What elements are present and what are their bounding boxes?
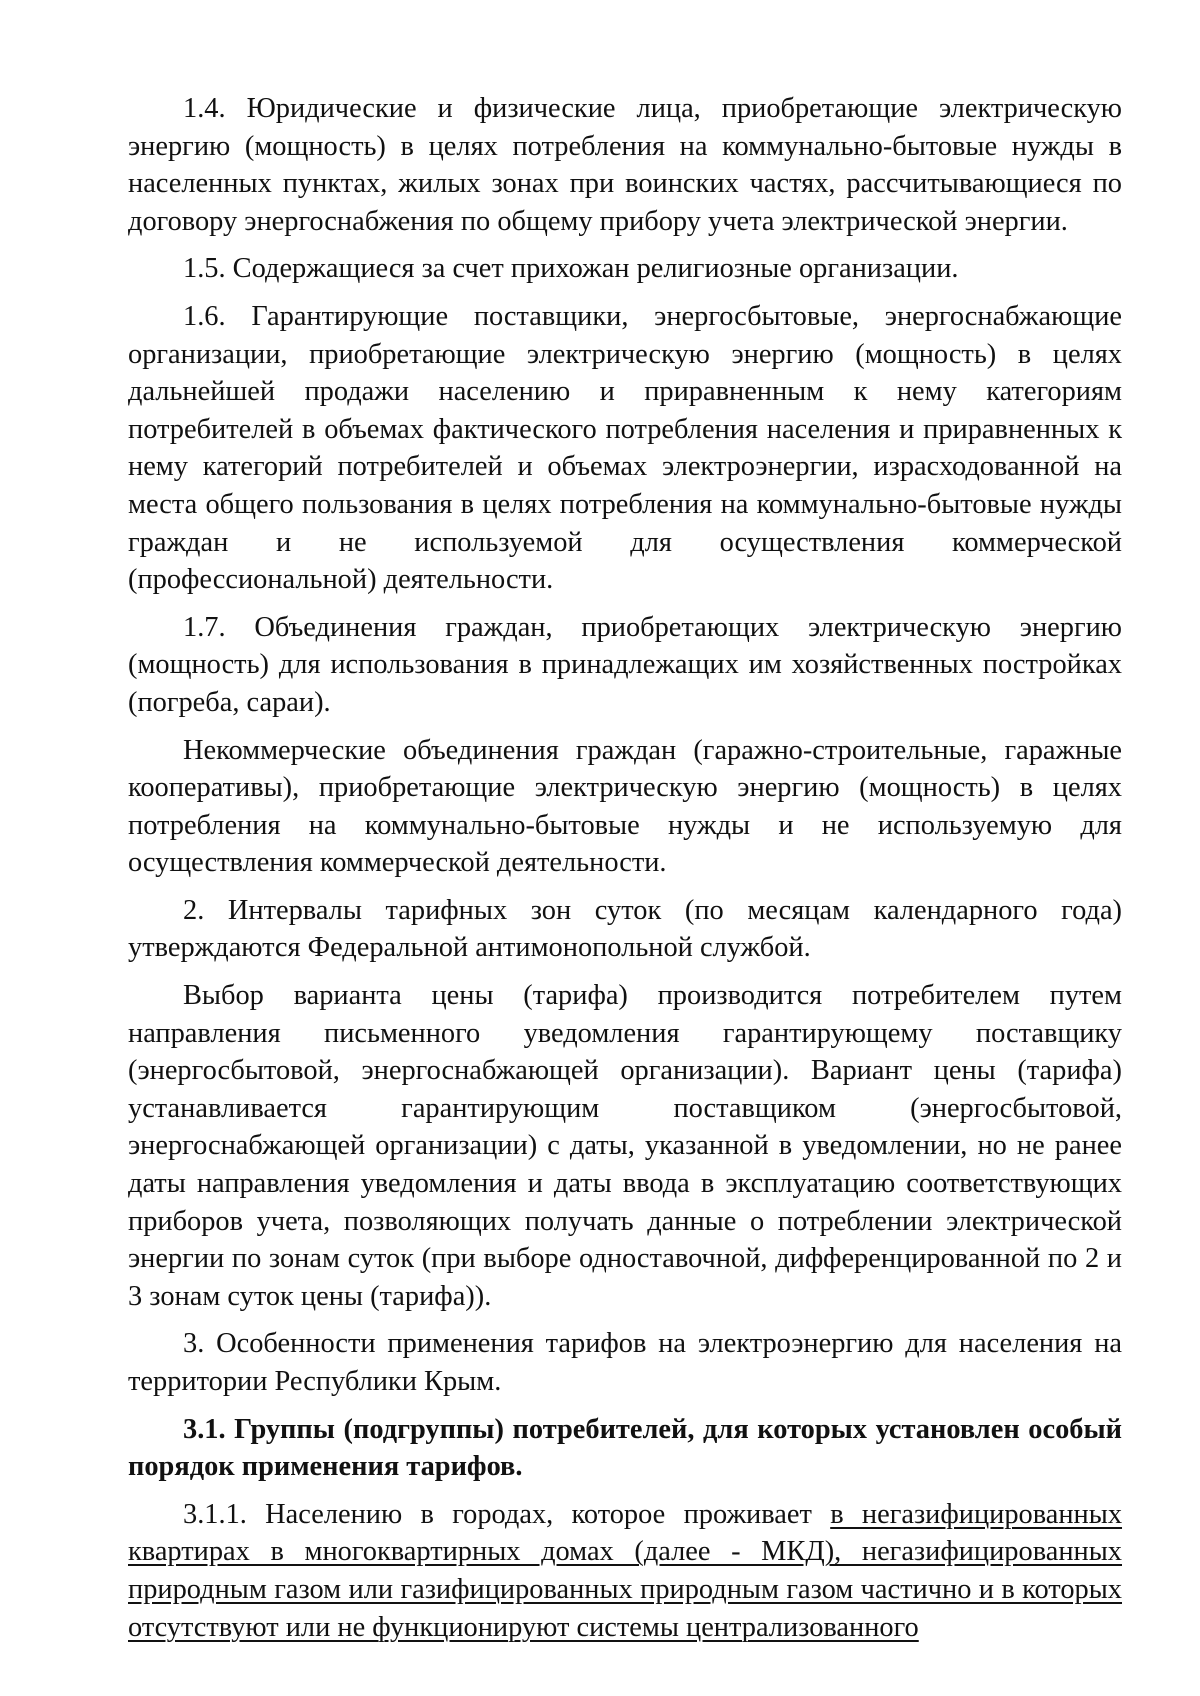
- paragraph-3-1-1: [128, 1496, 1122, 1646]
- paragraph-2: 2. Интервалы тарифных зон суток (по месяцам календарного года) утверждаются Федеральной антимонопольной службой.: [128, 894, 1122, 964]
- paragraph-3: 3. Особенности применения тарифов на электроэнергию для населения на территории Республики Крым.: [128, 1328, 1122, 1397]
- paragraph-3-1-1-lead: 3.1.1. Населению в городах, которое проживает: [183, 1498, 831, 1530]
- document-page: [128, 90, 1122, 1646]
- paragraph-1-4: 1.4. Юридические и физические лица, приобретающие электрическую энергию (мощность) в целях потребления на коммунально-бытовые нужды в населенных пунктах, жилых зонах при воинских частях, рассчитывающиеся по договору энергоснабжения по общему прибору учета электрической энергии.: [128, 93, 1122, 237]
- paragraph-1-6: 1.6. Гарантирующие поставщики, энергосбытовые, энергоснабжающие организации, приобретающие электрическую энергию (мощность) в целях дальнейшей продажи населению и приравненным к нему категориям потребителей в объемах фактического потребления населения и приравненных к нему категорий потребителей и объемах электроэнергии, израсходованной на места общего пользования в целях потребления на коммунально-бытовые нужды граждан и не используемой для осуществления коммерческой (профессиональной) деятельности.: [128, 300, 1122, 596]
- paragraph-tariff-choice: Выбор варианта цены (тарифа) производится потребителем путем направления письменного уведомления гарантирующему поставщику (энергосбытовой, энергоснабжающей организации). Вариант цены (тарифа) устанавливается гарантирующим поставщиком (энергосбытовой, энергоснабжающей организации) с даты, указанной в уведомлении, но не ранее даты направления уведомления и даты ввода в эксплуатацию соответствующих приборов учета, позволяющих получать данные о потреблении электрической энергии по зонам суток (при выборе одноставочной, дифференцированной по 2 и 3 зонам суток цены (тарифа)).: [128, 980, 1122, 1312]
- paragraph-1-5: 1.5. Содержащиеся за счет прихожан религиозные организации.: [183, 253, 959, 285]
- paragraph-noncommercial-associations: Некоммерческие объединения граждан (гаражно-строительные, гаражные кооперативы), приобретающие электрическую энергию (мощность) в целях потребления на коммунально-бытовые нужды и не используемую для осуществления коммерческой деятельности.: [128, 734, 1122, 879]
- paragraph-1-7: 1.7. Объединения граждан, приобретающих электрическую энергию (мощность) для использования в принадлежащих им хозяйственных постройках (погреба, сараи).: [128, 611, 1122, 718]
- heading-3-1: 3.1. Группы (подгруппы) потребителей, для которых установлен особый порядок применения тарифов.: [128, 1413, 1122, 1483]
- paragraph-3-1-1-underlined: в негазифицированных квартирах в многоквартирных домах (далее - МКД), негазифицированных природным газом или газифицированных природным газом частично и в которых отсутствуют или не функционируют системы централизованного: [128, 1498, 1123, 1643]
